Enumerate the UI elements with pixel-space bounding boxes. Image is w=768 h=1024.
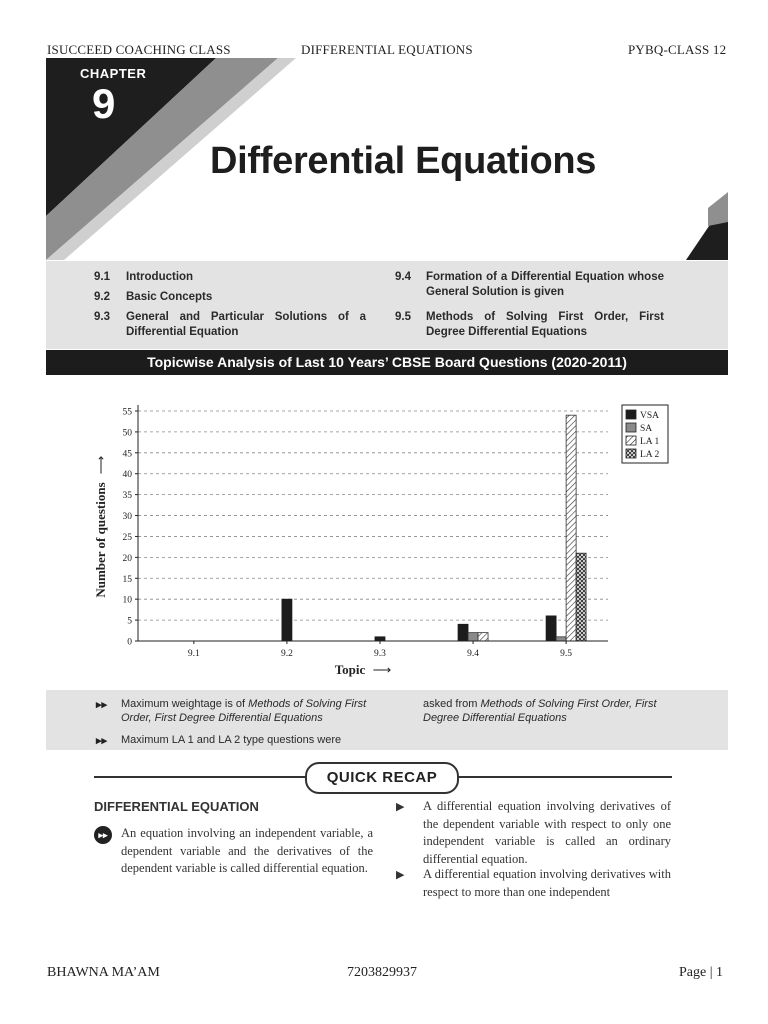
x-axis-arrow: ⟶ <box>372 662 392 677</box>
note-2: Maximum LA 1 and LA 2 type questions were <box>121 734 342 746</box>
legend-swatch <box>626 449 636 458</box>
footer-left: BHAWNA MA’AM <box>47 965 160 980</box>
bar-sa <box>556 637 566 641</box>
chapter-title: Differential Equations <box>210 140 597 182</box>
arrow-bullet-icon: ▶ <box>396 869 405 881</box>
section-heading: DIFFERENTIAL EQUATION <box>94 799 259 814</box>
header-left: ISUCCEED COACHING CLASS <box>47 42 231 57</box>
y-tick-label: 35 <box>122 491 132 502</box>
chapter-number: 9 <box>92 80 116 127</box>
divider-right <box>455 776 672 778</box>
bar-la-1 <box>566 415 576 641</box>
bar-vsa <box>282 599 292 641</box>
bar-vsa <box>375 637 385 641</box>
legend-label: LA 2 <box>640 450 660 460</box>
bar-la-2 <box>576 553 586 641</box>
y-tick-label: 10 <box>122 595 132 606</box>
recap-point-2: A differential equation involving derivatives with respect to more than one independent <box>423 867 671 899</box>
topic-text: Basic Concepts <box>126 291 213 303</box>
note-2-continued <box>423 697 693 725</box>
legend-label: VSA <box>640 411 660 421</box>
recap-point-1: A differential equation involving derivatives of the dependent variable with respect to only one independent variable is called an ordinary differential equation. <box>423 799 671 866</box>
topic-bar-chart <box>80 395 680 680</box>
topic-text: Methods of Solving First Order, First Degree Differential Equations <box>426 311 664 338</box>
legend-swatch <box>626 410 636 419</box>
analysis-title: Topicwise Analysis of Last 10 Years’ CBSE Board Questions (2020-2011) <box>46 350 728 375</box>
definition-paragraph: An equation involving an independent variable, a dependent variable and the derivatives of the dependent variable is called differential equation. <box>121 826 373 875</box>
legend-label: LA 1 <box>640 437 660 447</box>
x-tick-label: 9.1 <box>187 649 200 659</box>
bar-sa <box>468 633 478 641</box>
bar-la-1 <box>478 633 488 641</box>
legend-swatch <box>626 423 636 432</box>
legend-swatch <box>626 436 636 445</box>
topic-number: 9.5 <box>395 311 411 323</box>
note-2-continued-text: asked from <box>423 698 481 710</box>
y-tick-label: 5 <box>127 616 132 627</box>
quick-recap-badge: QUICK RECAP <box>305 762 459 794</box>
double-arrow-icon: ▸▸ <box>96 699 108 711</box>
legend-label: SA <box>640 424 653 434</box>
double-arrow-icon: ▸▸ <box>96 735 108 747</box>
header-right: PYBQ-CLASS 12 <box>628 42 727 57</box>
notes-box <box>46 690 728 750</box>
y-tick-label: 45 <box>122 449 132 460</box>
bar-vsa <box>458 624 468 641</box>
x-tick-label: 9.5 <box>560 649 573 659</box>
y-tick-label: 30 <box>122 512 132 523</box>
topic-number: 9.1 <box>94 271 110 283</box>
y-tick-label: 40 <box>122 470 132 481</box>
header-center: DIFFERENTIAL EQUATIONS <box>301 42 473 57</box>
y-tick-label: 55 <box>122 407 132 418</box>
double-arrow-circle-icon: ▸▸ <box>94 826 112 844</box>
y-tick-label: 25 <box>122 532 132 543</box>
topic-text: General and Particular Solutions of a Differential Equation <box>126 311 366 338</box>
y-tick-label: 0 <box>127 637 132 648</box>
y-tick-label: 15 <box>122 574 132 585</box>
note-1 <box>121 697 391 725</box>
divider-left <box>94 776 306 778</box>
note-1-emphasis: Methods of Solving First Order, First Degree Differential Equations <box>121 698 367 724</box>
arrow-bullet-icon: ▶ <box>396 801 405 813</box>
x-axis-label: Topic <box>334 662 366 677</box>
topic-number: 9.3 <box>94 311 110 323</box>
x-tick-label: 9.2 <box>280 649 293 659</box>
topic-text: Introduction <box>126 271 194 283</box>
note-1-text: Maximum weightage is of <box>121 698 249 710</box>
x-tick-label: 9.4 <box>467 649 479 659</box>
topics-box <box>46 261 728 349</box>
y-tick-label: 50 <box>122 428 132 439</box>
topic-number: 9.4 <box>395 271 411 283</box>
footer-center: 7203829937 <box>347 965 417 980</box>
y-axis-label: Number of questions <box>93 482 108 598</box>
y-tick-label: 20 <box>122 553 132 564</box>
footer-right: Page | 1 <box>679 965 724 980</box>
x-tick-label: 9.3 <box>374 649 386 659</box>
topic-number: 9.2 <box>94 291 110 303</box>
note-2-emphasis: Methods of Solving First Order, First Degree Differential Equations <box>423 698 657 724</box>
topic-text: Formation of a Differential Equation whose General Solution is given <box>426 271 664 298</box>
chapter-label: CHAPTER <box>80 66 147 81</box>
y-axis-arrow: ⟶ <box>93 455 108 475</box>
bar-vsa <box>546 616 556 641</box>
